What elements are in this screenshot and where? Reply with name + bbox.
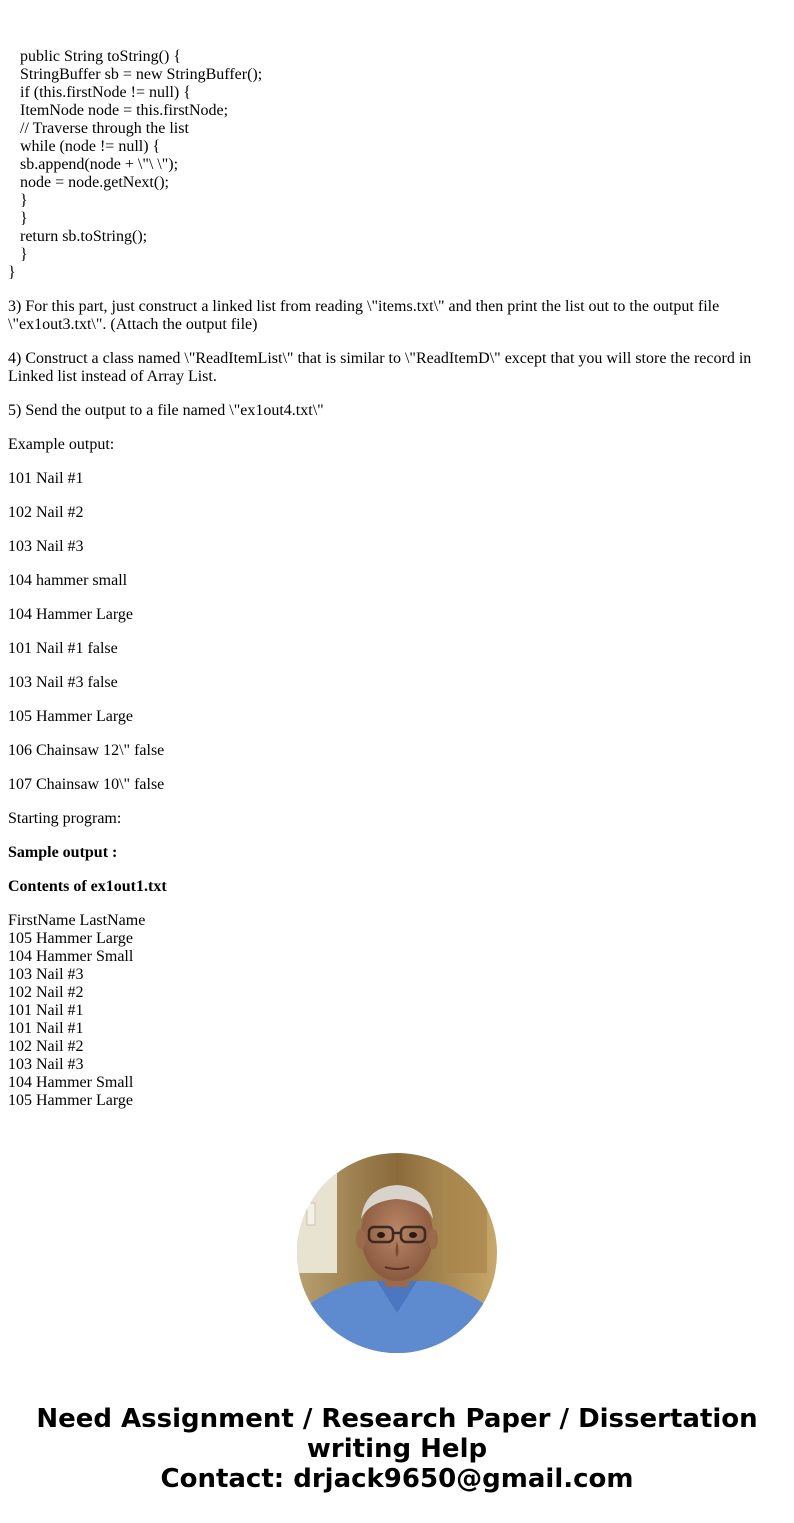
contact-email: Contact: drjack9650@gmail.com <box>160 1464 634 1494</box>
file-contents-line: 101 Nail #1 <box>8 1002 84 1019</box>
file-contents-line: 105 Hammer Large <box>8 1092 133 1109</box>
code-line: node = node.getNext(); <box>8 174 169 191</box>
file-contents-line: 101 Nail #1 <box>8 1020 84 1037</box>
example-output-line: 105 Hammer Large <box>8 708 133 725</box>
cta-line: writing Help <box>306 1434 488 1464</box>
example-output-line: 104 hammer small <box>8 572 128 589</box>
code-line: } <box>8 192 28 209</box>
instruction-paragraph: 4) Construct a class named \"ReadItemList\" that is similar to \"ReadItemD\" except that you will store the record in Linked list instead of Array List. <box>8 350 752 385</box>
file-contents <box>8 912 786 1110</box>
example-output-line: 102 Nail #2 <box>8 504 84 521</box>
code-line: sb.append(node + \"\ \"); <box>8 156 179 173</box>
example-output-line: 101 Nail #1 false <box>8 640 118 657</box>
file-contents-line: FirstName LastName <box>8 912 146 929</box>
code-line: StringBuffer sb = new StringBuffer(); <box>8 66 263 83</box>
code-line: while (node != null) { <box>8 138 161 155</box>
sample-output-heading: Sample output : <box>8 844 118 861</box>
code-line: // Traverse through the list <box>8 120 189 137</box>
document-body <box>8 48 786 1110</box>
instruction-paragraph: 5) Send the output to a file named \"ex1out4.txt\" <box>8 402 324 419</box>
example-output-line: 104 Hammer Large <box>8 606 133 623</box>
code-line: ItemNode node = this.firstNode; <box>8 102 229 119</box>
code-line: } <box>8 210 28 227</box>
instruction-paragraph: 3) For this part, just construct a linked list from reading \"items.txt\" and then print the list out to the output file \"ex1out3.txt\". (Attach the output file) <box>8 298 720 333</box>
file-contents-line: 104 Hammer Small <box>8 948 134 965</box>
file-contents-line: 105 Hammer Large <box>8 930 133 947</box>
file-contents-line: 103 Nail #3 <box>8 1056 84 1073</box>
file-contents-line: 104 Hammer Small <box>8 1074 134 1091</box>
contents-heading: Contents of ex1out1.txt <box>8 878 167 895</box>
code-line: } <box>8 264 16 281</box>
author-photo <box>297 1153 497 1353</box>
code-line: public String toString() { <box>8 48 182 65</box>
code-line: if (this.firstNode != null) { <box>8 84 191 101</box>
starting-program-label: Starting program: <box>8 810 122 827</box>
example-output-line: 106 Chainsaw 12\" false <box>8 742 165 759</box>
example-output-line: 101 Nail #1 <box>8 470 84 487</box>
code-line: return sb.toString(); <box>8 228 148 245</box>
cta-line: Need Assignment / Research Paper / Dissertation <box>36 1404 758 1434</box>
contact-banner <box>0 1404 794 1494</box>
example-output-line: 103 Nail #3 false <box>8 674 118 691</box>
portrait-illustration <box>297 1153 497 1353</box>
file-contents-line: 103 Nail #3 <box>8 966 84 983</box>
example-output-line: 103 Nail #3 <box>8 538 84 555</box>
example-output-line: 107 Chainsaw 10\" false <box>8 776 165 793</box>
file-contents-line: 102 Nail #2 <box>8 1038 84 1055</box>
example-output-label: Example output: <box>8 436 115 453</box>
code-snippet <box>8 48 786 282</box>
file-contents-line: 102 Nail #2 <box>8 984 84 1001</box>
code-line: } <box>8 246 28 263</box>
